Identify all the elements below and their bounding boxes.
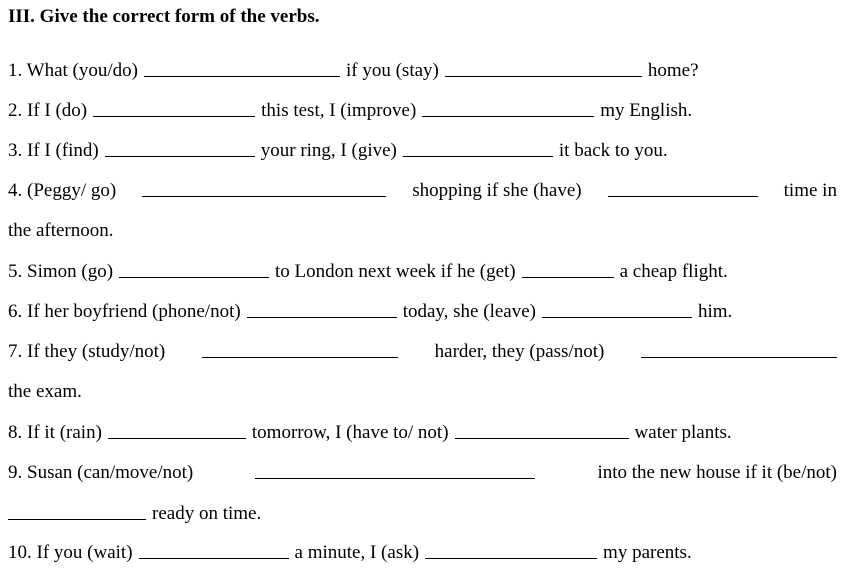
answer-blank[interactable]: [455, 438, 629, 439]
answer-blank[interactable]: [202, 357, 398, 358]
text: if you (stay): [346, 60, 439, 81]
exercise-4: [8, 179, 837, 203]
answer-blank[interactable]: [522, 277, 614, 278]
answer-blank[interactable]: [105, 156, 255, 157]
answer-blank[interactable]: [403, 156, 553, 157]
text: 9. Susan (can/move/not): [8, 462, 194, 483]
answer-blank[interactable]: [425, 558, 597, 559]
text: home?: [647, 60, 699, 81]
answer-blank[interactable]: [542, 317, 692, 318]
text: 3. If I (find): [8, 140, 99, 161]
answer-blank[interactable]: [445, 76, 642, 77]
exercise-2: [8, 99, 837, 123]
text: him.: [697, 301, 733, 322]
text: 5. Simon (go): [8, 261, 114, 282]
exercise-9-continued: [8, 502, 837, 526]
text: 10. If you (wait): [8, 542, 133, 563]
text: 7. If they (study/not): [8, 341, 166, 362]
text: into the new house if it (be/not): [597, 462, 837, 483]
text: a minute, I (ask): [294, 542, 420, 563]
answer-blank[interactable]: [608, 196, 758, 197]
text: this test, I (improve): [261, 100, 417, 121]
text: 6. If her boyfriend (phone/not): [8, 301, 241, 322]
text: a cheap flight.: [619, 261, 728, 282]
text: time in: [783, 180, 837, 201]
text: today, she (leave): [402, 301, 536, 322]
text: shopping if she (have): [412, 180, 582, 201]
text: ready on time.: [152, 503, 262, 524]
answer-blank[interactable]: [93, 116, 255, 117]
answer-blank[interactable]: [139, 558, 289, 559]
text: to London next week if he (get): [275, 261, 516, 282]
answer-blank[interactable]: [247, 317, 397, 318]
exercise-6: [8, 300, 837, 324]
text: it back to you.: [558, 140, 668, 161]
answer-blank[interactable]: [255, 478, 535, 479]
text: the afternoon.: [8, 220, 114, 241]
text: water plants.: [634, 422, 732, 443]
text: 8. If it (rain): [8, 422, 102, 443]
section-title: III. Give the correct form of the verbs.: [8, 6, 320, 27]
answer-blank[interactable]: [8, 519, 146, 520]
text: 1. What (you/do): [8, 60, 138, 81]
exercise-10: [8, 541, 837, 565]
answer-blank[interactable]: [142, 196, 386, 197]
text: 4. (Peggy/ go): [8, 180, 117, 201]
text: harder, they (pass/not): [434, 341, 605, 362]
text: your ring, I (give): [260, 140, 397, 161]
answer-blank[interactable]: [119, 277, 269, 278]
answer-blank[interactable]: [108, 438, 246, 439]
exercise-4-continued: [8, 219, 837, 243]
exercise-7-continued: [8, 380, 837, 404]
text: my parents.: [603, 542, 692, 563]
text: the exam.: [8, 381, 82, 402]
text: tomorrow, I (have to/ not): [251, 422, 449, 443]
exercise-9: [8, 461, 837, 485]
exercise-7: [8, 340, 837, 364]
exercise-8: [8, 421, 837, 445]
exercise-3: [8, 139, 837, 163]
answer-blank[interactable]: [422, 116, 594, 117]
exercise-5: [8, 260, 837, 284]
text: 2. If I (do): [8, 100, 88, 121]
exercise-1: [8, 59, 837, 83]
text: my English.: [600, 100, 693, 121]
answer-blank[interactable]: [144, 76, 340, 77]
answer-blank[interactable]: [641, 357, 837, 358]
